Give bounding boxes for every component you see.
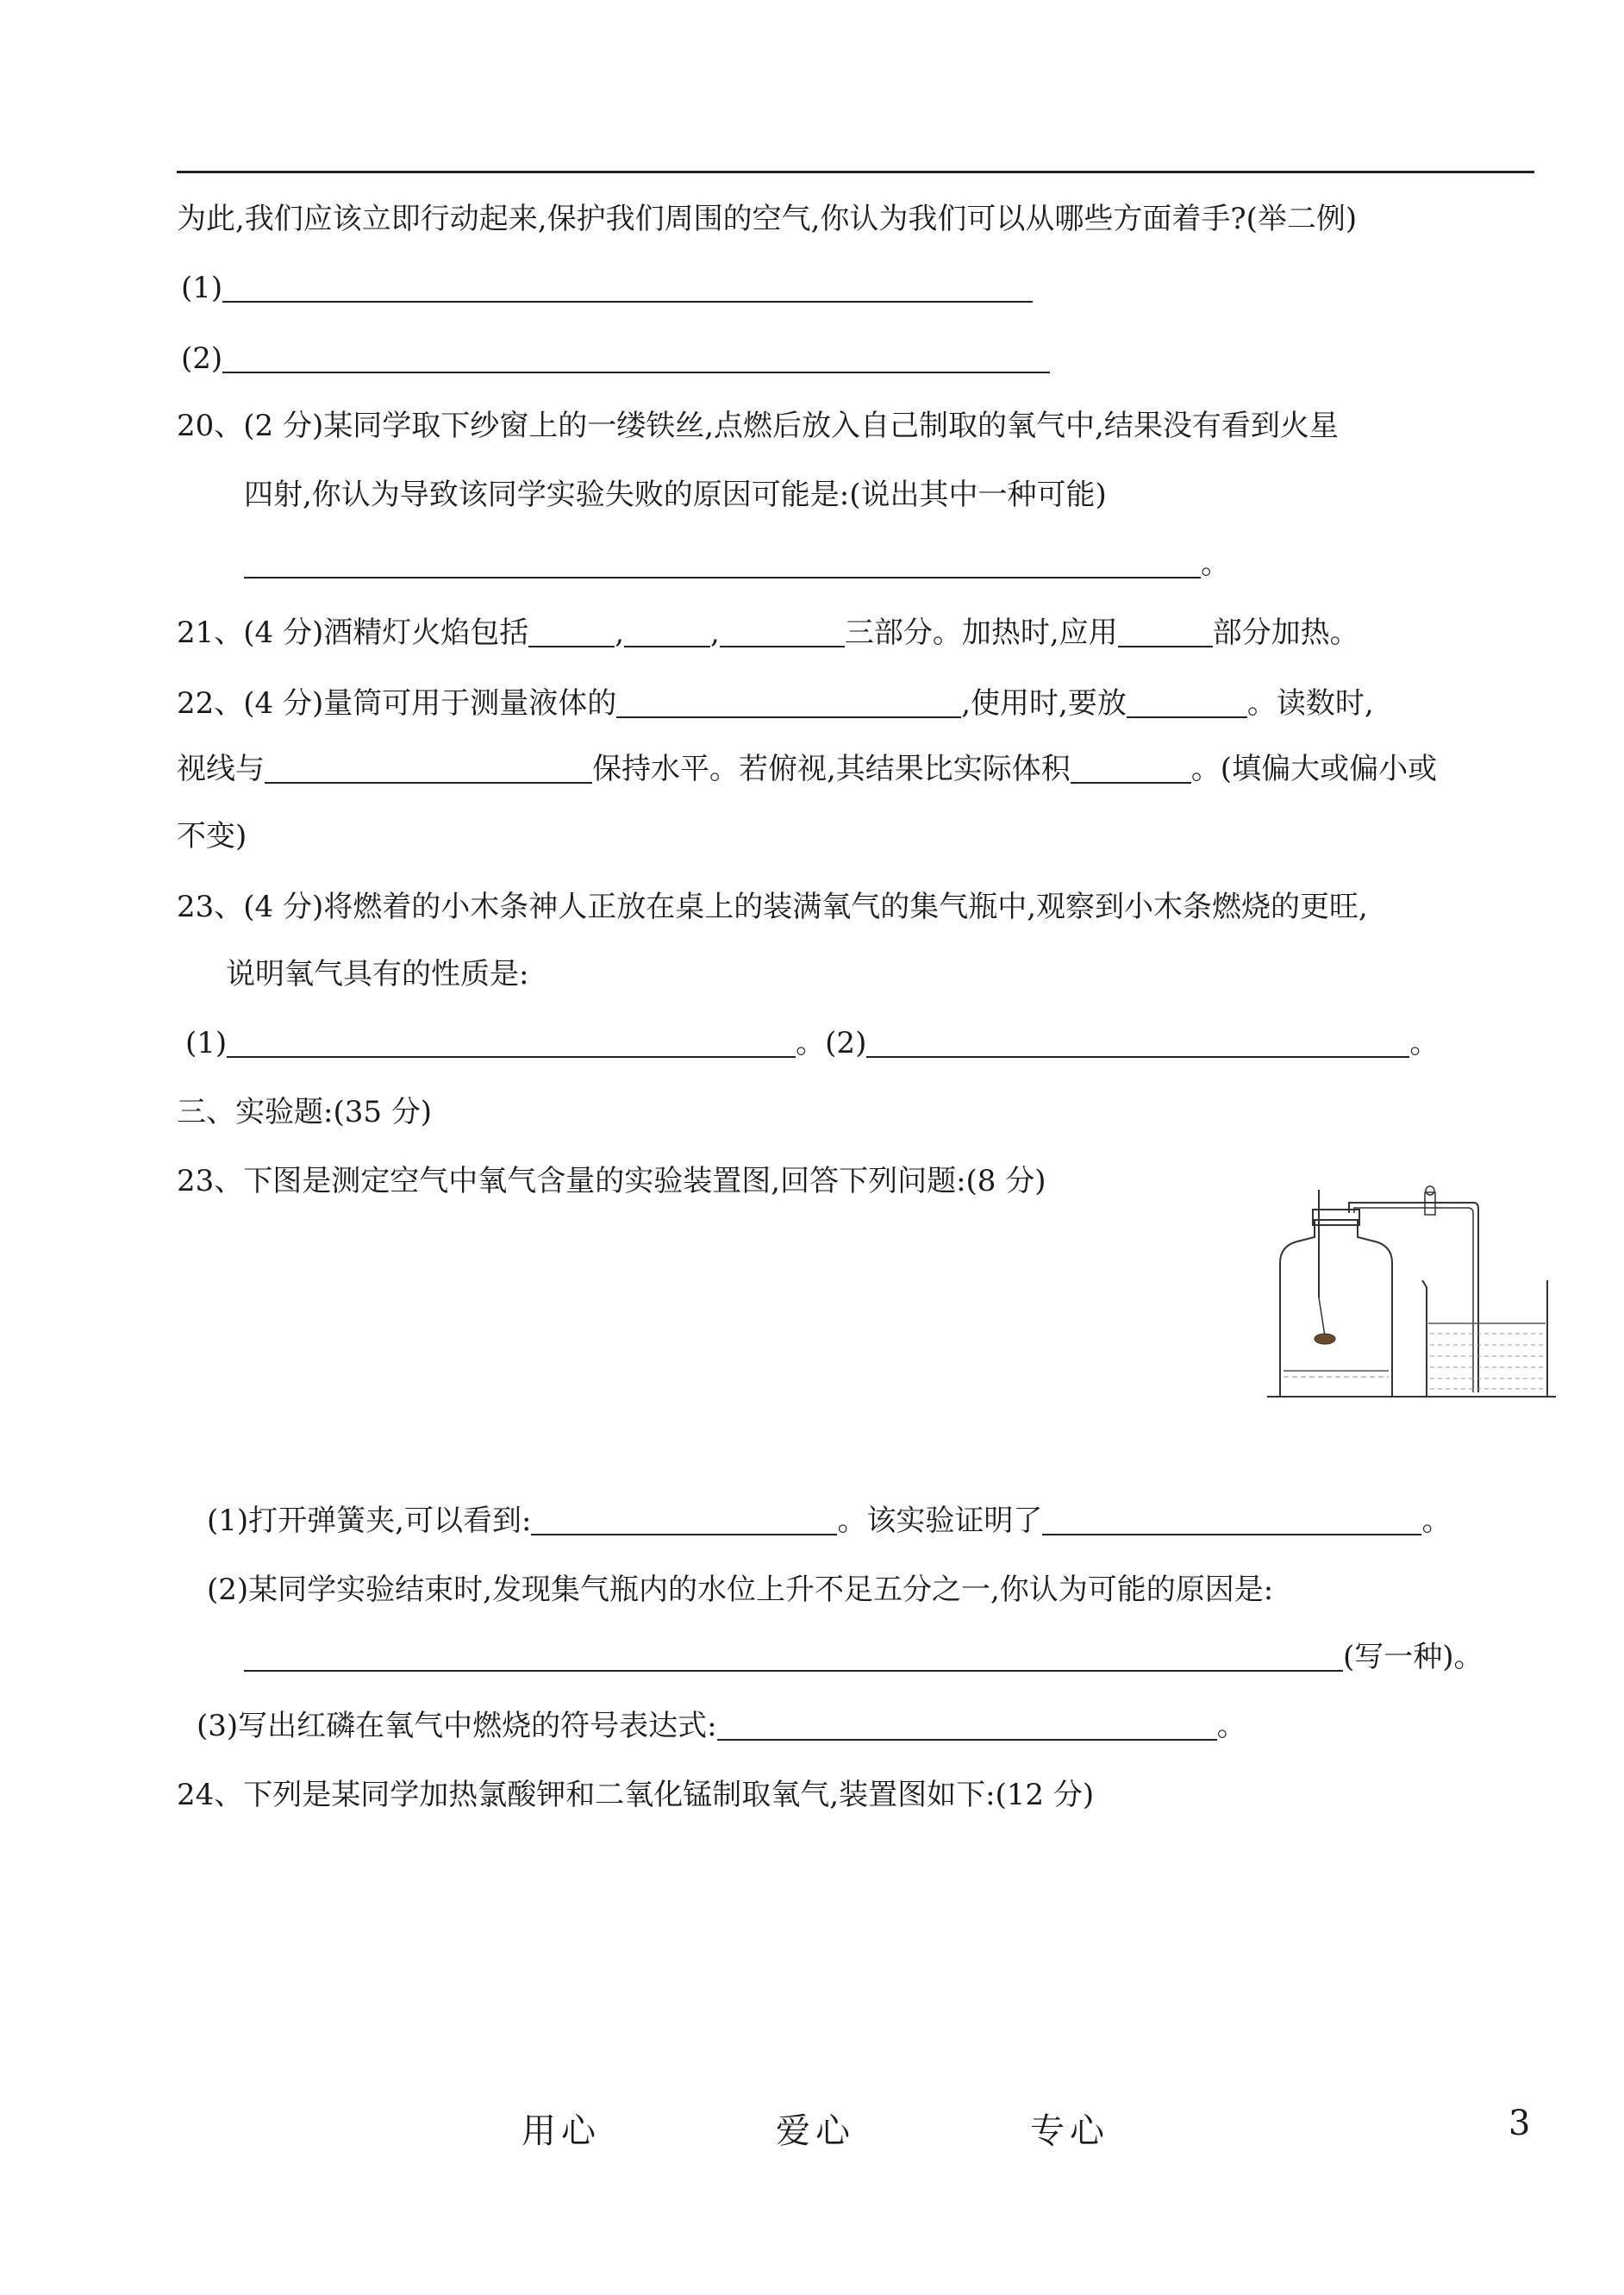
answer-line-2: (2) (181, 340, 1050, 378)
question-22: 22、(4 分)量筒可用于测量液体的 ,使用时,要放 。读数时, (177, 686, 1374, 721)
answer-blank[interactable] (1118, 616, 1213, 647)
question-23-answers: (1) 。(2) 。 (185, 1026, 1440, 1060)
question-22-cont: 视线与 保持水平。若俯视,其结果比实际体积 。(填偏大或偏小或 (177, 752, 1438, 786)
answer-blank[interactable] (227, 1027, 796, 1058)
section-3-title: 三、实验题:(35 分) (177, 1095, 433, 1129)
answer-blank[interactable] (1042, 1504, 1421, 1535)
question-23-cont: 说明氧气具有的性质是: (226, 957, 529, 991)
question-23: 23、(4 分)将燃着的小木条神人正放在桌上的装满氧气的集气瓶中,观察到小木条燃烧的更旺, (177, 890, 1368, 924)
answer-blank[interactable] (624, 616, 710, 647)
answer-line-1: (1) (181, 269, 1033, 307)
footer-word-3: 专心 (1030, 2111, 1109, 2151)
footer-word-1: 用心 (522, 2111, 601, 2151)
apparatus-figure (1263, 1185, 1560, 1418)
question-22-end: 不变) (177, 819, 247, 854)
experiment-24: 24、下列是某同学加热氯酸钾和二氧化锰制取氧气,装置图如下:(12 分) (177, 1778, 1095, 1812)
answer-blank[interactable] (244, 1641, 1343, 1672)
experiment-23-q3: (3)写出红磷在氧气中燃烧的符号表达式: 。 (197, 1709, 1246, 1743)
intro-line: 为此,我们应该立即行动起来,保护我们周围的空气,你认为我们可以从哪些方面着手?(举二例) (177, 202, 1358, 236)
answer-blank[interactable] (531, 1504, 837, 1535)
answer-blank[interactable] (720, 616, 845, 647)
answer-blank[interactable] (717, 1710, 1217, 1741)
answer-blank[interactable] (866, 1027, 1409, 1058)
question-20-answer: 。 (244, 545, 1230, 583)
footer-word-2: 爱心 (776, 2111, 855, 2151)
answer-blank[interactable] (222, 342, 1050, 373)
answer-blank[interactable] (265, 753, 592, 784)
answer-blank[interactable] (528, 616, 615, 647)
experiment-23-q2-answer: (写一种)。 (244, 1638, 1483, 1676)
answer-blank[interactable] (616, 687, 961, 718)
page-number: 3 (1508, 2104, 1536, 2143)
answer-blank[interactable] (1071, 753, 1191, 784)
experiment-23: 23、下图是测定空气中氧气含量的实验装置图,回答下列问题:(8 分) (177, 1164, 1046, 1198)
experiment-23-q2: (2)某同学实验结束时,发现集气瓶内的水位上升不足五分之一,你认为可能的原因是: (207, 1573, 1274, 1607)
answer-blank[interactable] (244, 547, 1201, 578)
question-21: 21、(4 分)酒精灯火焰包括 , , 三部分。加热时,应用 部分加热。 (177, 616, 1359, 650)
answer-blank[interactable] (1127, 687, 1247, 718)
question-20: 20、(2 分)某同学取下纱窗上的一缕铁丝,点燃后放入自己制取的氧气中,结果没有看到火星 (177, 409, 1339, 443)
experiment-23-q1: (1)打开弹簧夹,可以看到: 。该实验证明了 。 (207, 1504, 1452, 1538)
header-rule (177, 171, 1534, 173)
question-20-cont: 四射,你认为导致该同学实验失败的原因可能是:(说出其中一种可能) (244, 478, 1107, 512)
answer-blank[interactable] (222, 272, 1033, 303)
